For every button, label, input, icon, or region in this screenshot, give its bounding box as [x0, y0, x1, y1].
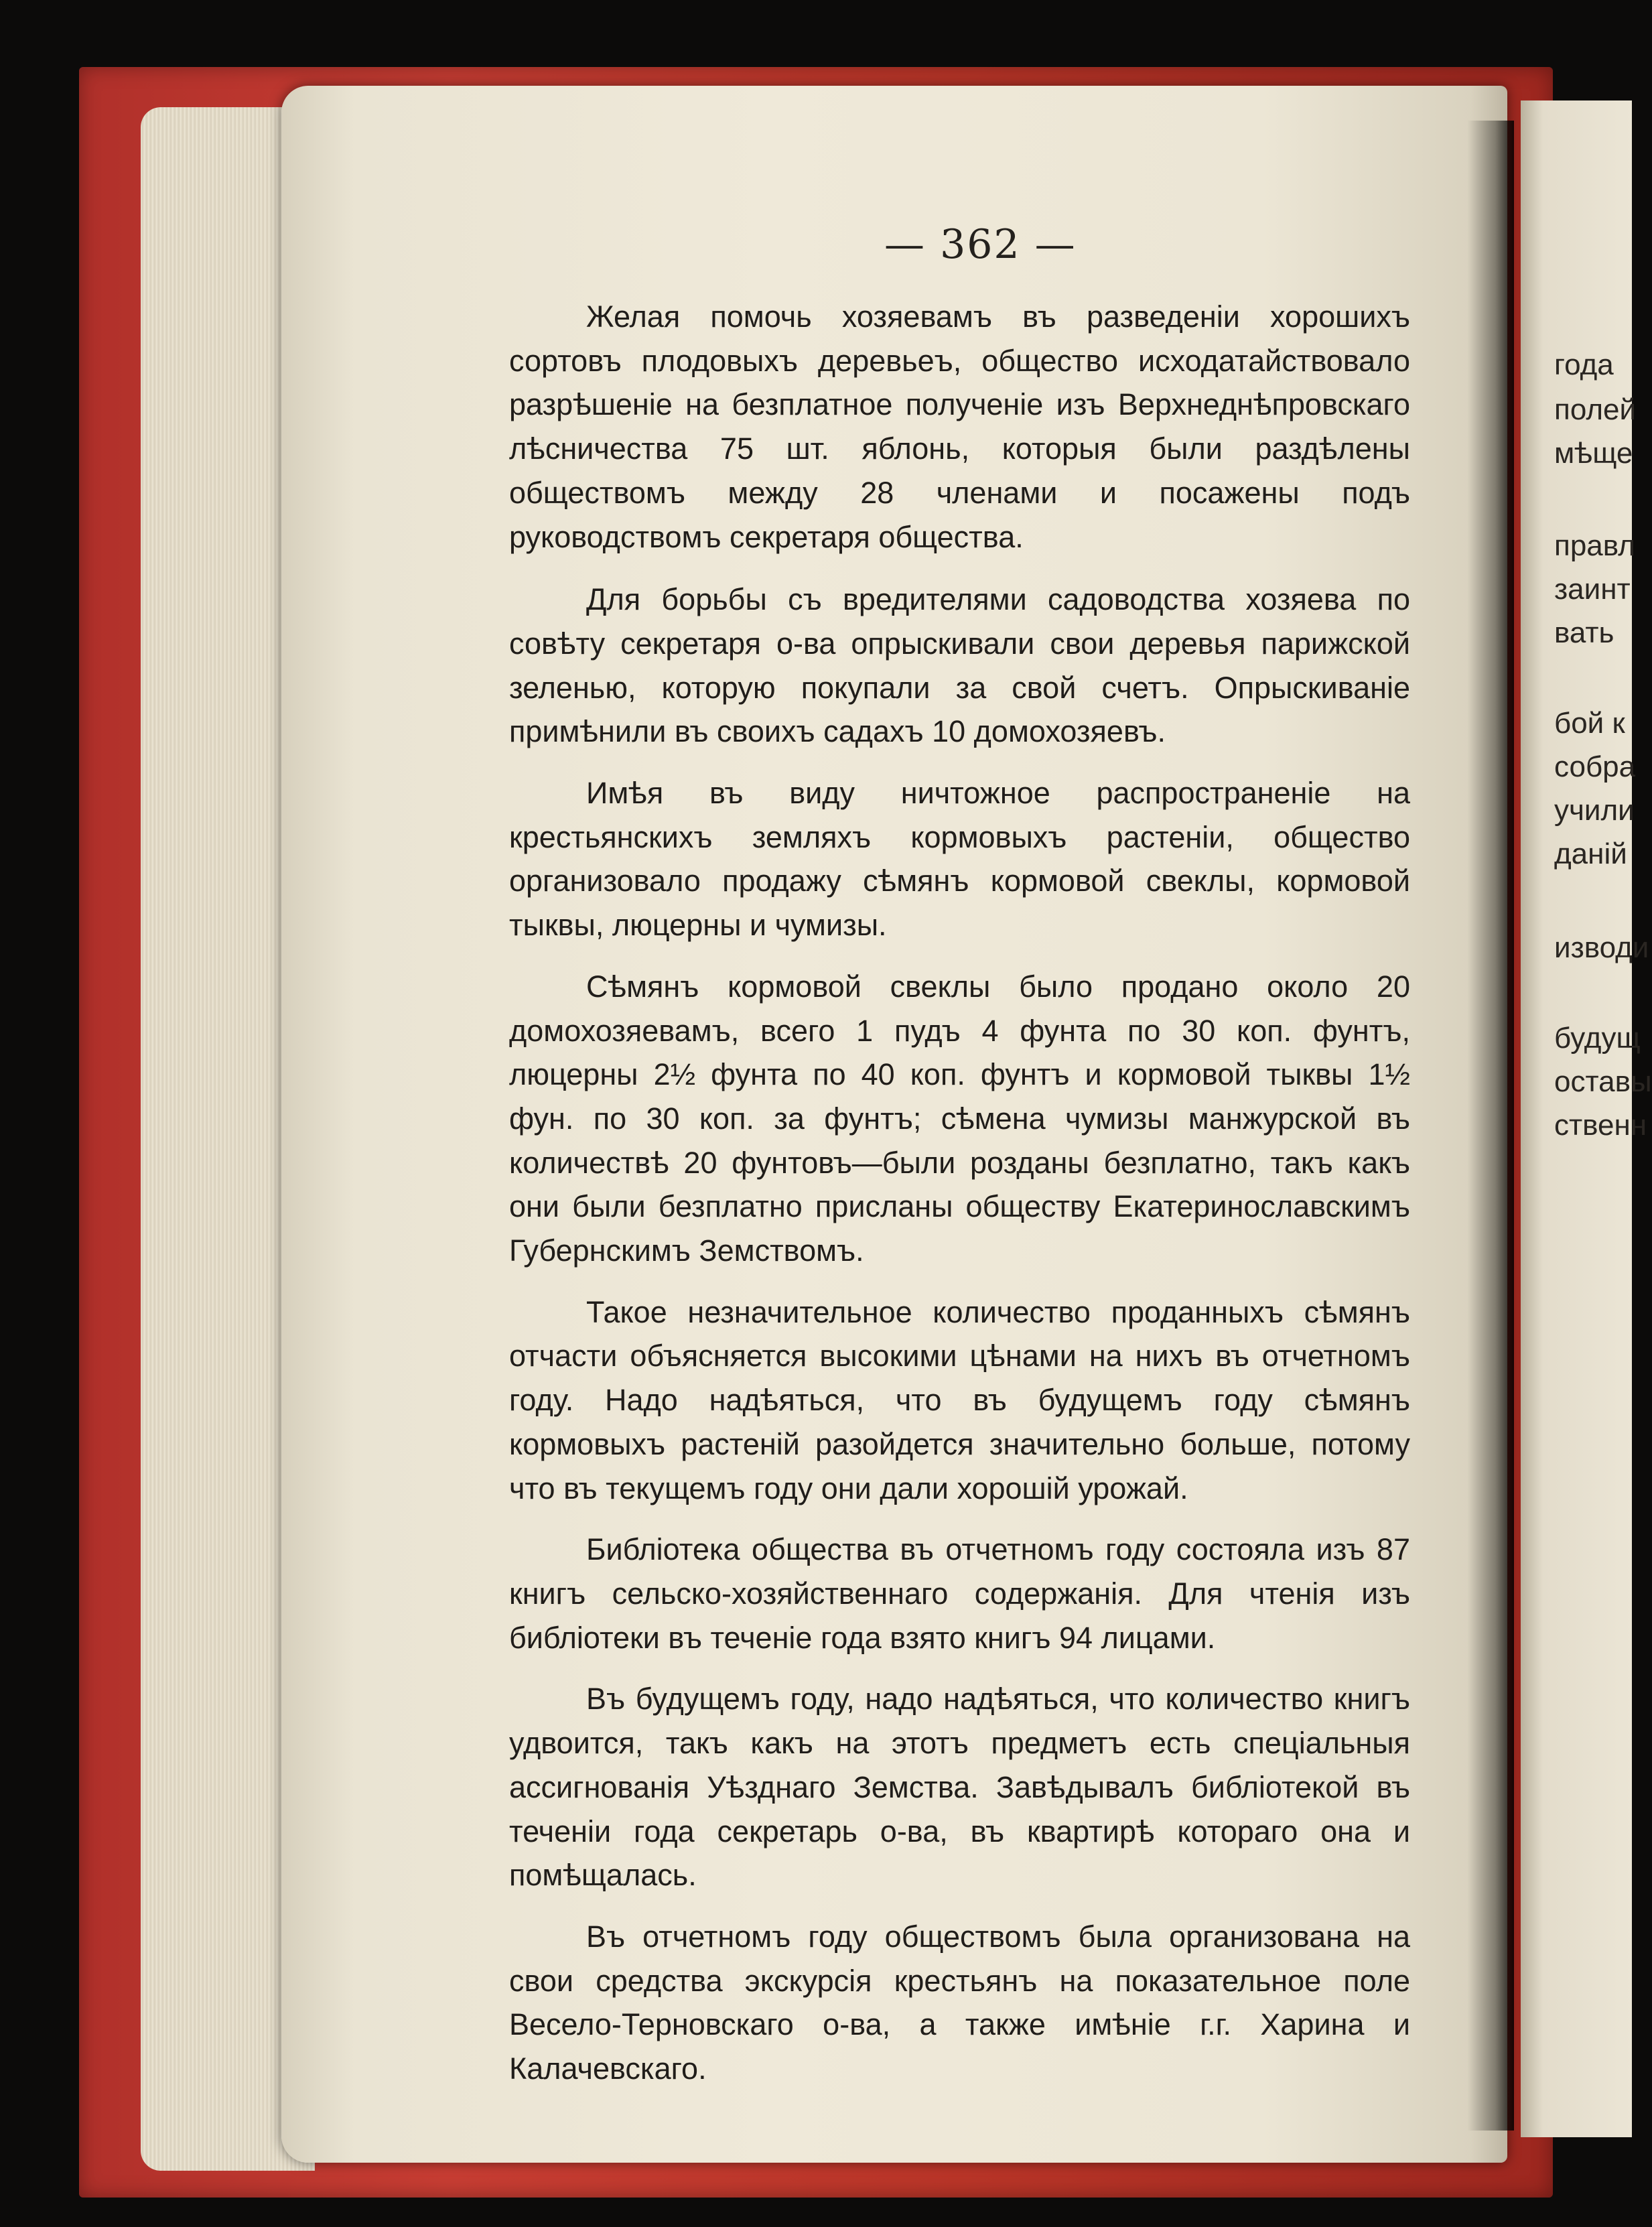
next-page-fragment: изводи [1554, 931, 1649, 964]
next-page-fragment: собра [1554, 750, 1636, 783]
paragraph-1: Желая помочь хозяевамъ въ разведенiи хорошихъ сортовъ плодовыхъ деревьеъ, общество исходатайствовало разрѣшенiе на безплатное полученiе изъ Верхнеднѣпровскаго лѣсничества 75 шт. яблонь, которыя были раздѣлены обществомъ между 28 членами и посажены подъ руководствомъ секретаря общества. [509, 299, 1410, 554]
next-page-fragment: года [1554, 348, 1614, 381]
next-page-fragment: бой к [1554, 707, 1625, 740]
paragraph-4: Сѣмянъ кормовой свеклы было продано около 20 домохозяевамъ, всего 1 пудъ 4 фунта по 30 коп. фунтъ, люцерны 2½ фунта по 40 коп. фунтъ и кормовой тыквы 1½ фун. по 30 коп. за фунтъ; сѣмена чумизы манжурской въ количествѣ 20 фунтовъ—были розданы безплатно, такъ какъ они были безплатно присланы обществу Екатеринославскимъ Губернскимъ Земствомъ. [509, 969, 1410, 1268]
next-page-fragment: вать [1554, 616, 1614, 649]
next-page-fragment: будущ [1554, 1022, 1641, 1055]
paragraph-3: Имѣя въ виду ничтожное распространенiе на крестьянскихъ земляхъ кормовыхъ растенiи, общество организовало продажу сѣмянъ кормовой свеклы, кормовой тыквы, люцерны и чумизы. [509, 776, 1410, 943]
next-page-fragment: оставы [1554, 1065, 1652, 1098]
next-page-fragment: заинт [1554, 573, 1631, 606]
next-page-fragment: ственн [1554, 1109, 1647, 1142]
paragraph-5: Такое незначительное количество проданныхъ сѣмянъ отчасти объясняется высокими цѣнами на нихъ въ отчетномъ году. Надо надѣяться, что въ будущемъ году сѣмянъ кормовыхъ растенiй разойдется значительно больше, потому что въ текущемъ году они дали хорошiй урожай. [509, 1294, 1410, 1505]
book-gutter [1467, 121, 1514, 2131]
next-page-fragment: правл [1554, 529, 1635, 562]
next-page-fragment: полей [1554, 393, 1637, 426]
next-page-fragment: мѣще [1554, 437, 1633, 470]
paragraph-8: Въ отчетномъ году обществомъ была организована на свои средства экскурсiя крестьянъ на показательное поле Весело-Терновскаго о-ва, а также имѣнiе г.г. Харина и Калачевскаго. [509, 1919, 1410, 2086]
page-text [509, 295, 1410, 2108]
paragraph-7: Въ будущемъ году, надо надѣяться, что количество книгъ удвоится, такъ какъ на этотъ предметъ есть спецiальныя ассигнованiя Уѣзднаго Земства. Завѣдывалъ библiотекой въ теченiи года секретарь о-ва, въ квартирѣ котораго она и помѣщалась. [509, 1682, 1410, 1893]
next-page-edge [1521, 100, 1652, 2137]
next-page-fragment: учили [1554, 794, 1635, 827]
page-number: — 362 — [884, 221, 1077, 268]
next-page-fragment: данiй [1554, 837, 1627, 870]
paragraph-2: Для борьбы съ вредителями садоводства хозяева по совѣту секретаря о-ва опрыскивали свои деревья парижской зеленью, которую покупали за свой счетъ. Опрыскиванiе примѣнили въ своихъ садахъ 10 домохозяевъ. [509, 582, 1410, 749]
paragraph-6: Библiотека общества въ отчетномъ году состояла изъ 87 книгъ сельско-хозяйственнаго содержанiя. Для чтенiя изъ библiотеки въ теченiе года взято книгъ 94 лицами. [509, 1532, 1410, 1655]
